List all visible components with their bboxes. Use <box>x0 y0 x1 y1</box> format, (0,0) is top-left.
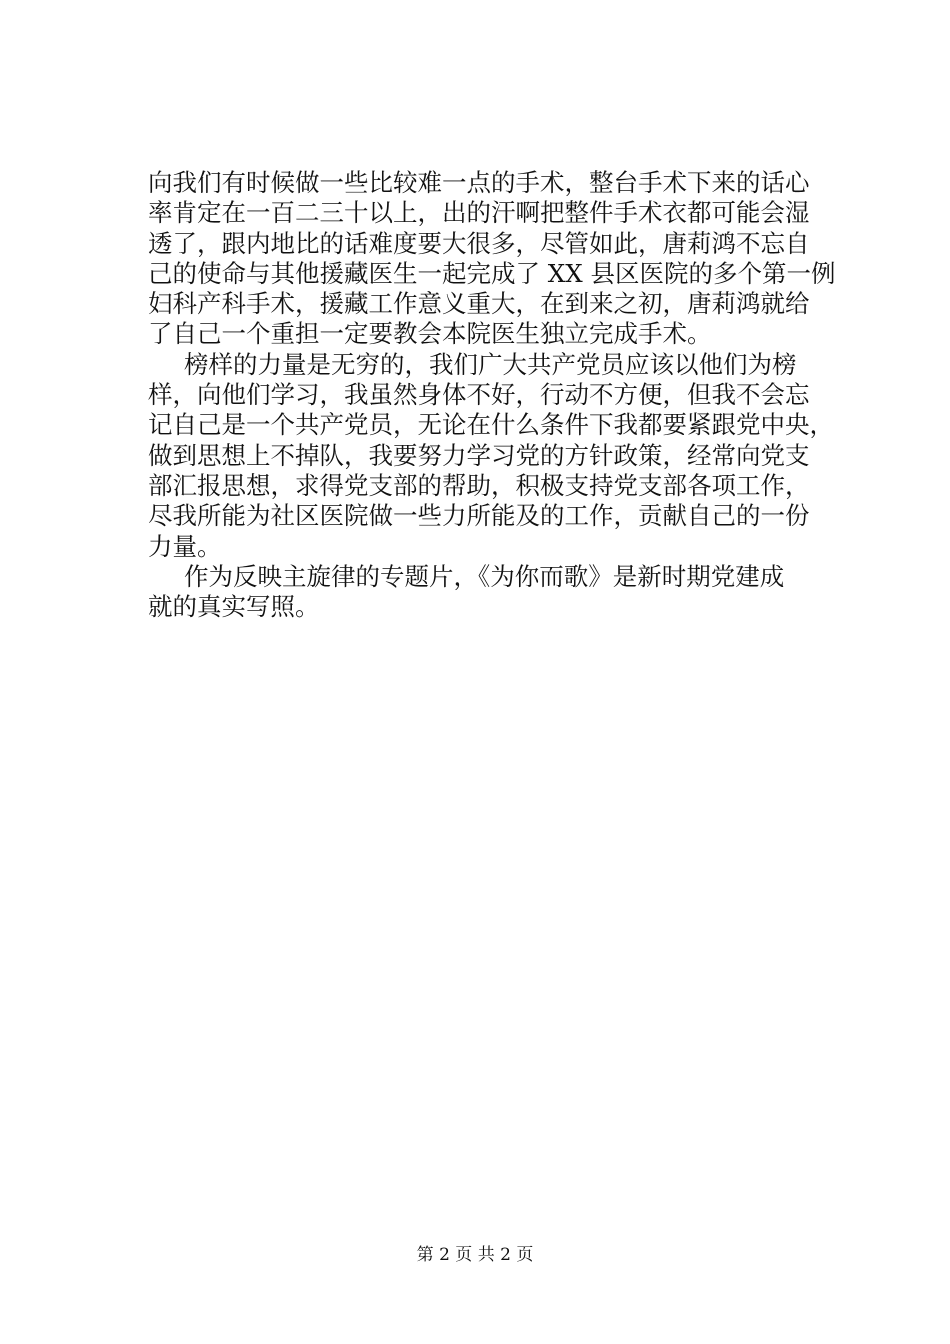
text-line: 己的使命与其他援藏医生一起完成了 XX 县区医院的多个第一例 <box>148 258 836 288</box>
text-line: 力量。 <box>148 531 222 561</box>
document-body <box>148 168 836 622</box>
text-line: 尽我所能为社区医院做一些力所能及的工作，贡献自己的一份 <box>148 501 810 531</box>
page-number-footer: 第 2 页 共 2 页 <box>416 1245 534 1265</box>
paragraph-2 <box>148 349 834 562</box>
paragraph-3 <box>148 562 830 623</box>
text-line: 部汇报思想，求得党支部的帮助，积极支持党支部各项工作， <box>148 470 810 500</box>
text-line: 就的真实写照。 <box>148 592 320 622</box>
text-line: 做到思想上不掉队，我要努力学习党的方针政策，经常向党支 <box>148 440 810 470</box>
text-line: 妇科产科手术，援藏工作意义重大，在到来之初，唐莉鸿就给 <box>148 289 810 319</box>
text-line: 率肯定在一百二三十以上，出的汗啊把整件手术衣都可能会湿 <box>148 198 810 228</box>
paragraph-1 <box>148 168 836 350</box>
text-line: 榜样的力量是无穷的，我们广大共产党员应该以他们为榜 <box>184 349 797 379</box>
text-line: 作为反映主旋律的专题片，《为你而歌》是新时期党建成 <box>184 561 785 591</box>
text-line: 透了，跟内地比的话难度要大很多，尽管如此，唐莉鸿不忘自 <box>148 228 810 258</box>
text-line: 了自己一个重担一定要教会本院医生独立完成手术。 <box>148 319 712 349</box>
text-line: 记自己是一个共产党员，无论在什么条件下我都要紧跟党中央， <box>148 410 834 440</box>
text-line: 样，向他们学习，我虽然身体不好，行动不方便，但我不会忘 <box>148 380 810 410</box>
text-line: 向我们有时候做一些比较难一点的手术，整台手术下来的话心 <box>148 168 810 197</box>
